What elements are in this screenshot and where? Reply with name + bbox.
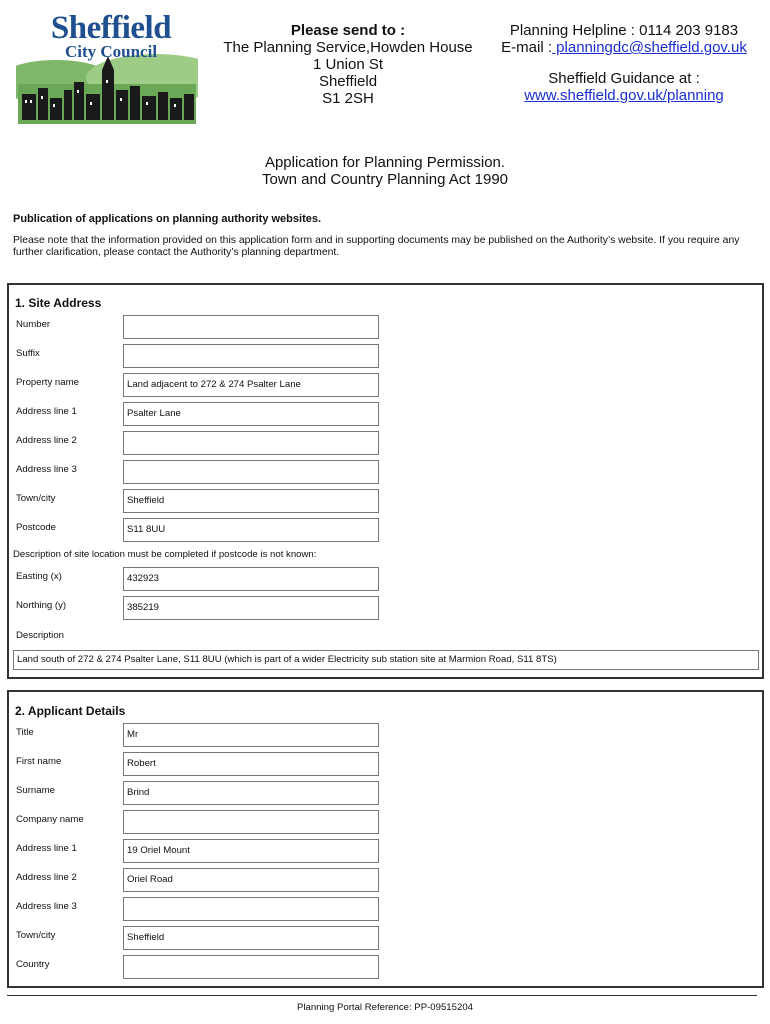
description-label: Description — [16, 630, 64, 641]
field-label: Address line 3 — [16, 901, 77, 912]
field-label: Address line 2 — [16, 435, 77, 446]
field-label: Address line 1 — [16, 406, 77, 417]
country-field[interactable] — [123, 955, 379, 979]
field-label: Title — [16, 727, 34, 738]
applicant-details-section — [7, 690, 764, 988]
address-line-2-field[interactable]: Oriel Road — [123, 868, 379, 892]
address-line-3-field[interactable] — [123, 897, 379, 921]
contact-block — [490, 22, 758, 104]
description-field[interactable]: Land south of 272 & 274 Psalter Lane, S11 8UU (which is part of a wider Electricity sub station site at Marmion Road, S11 8TS) — [13, 650, 759, 670]
portal-reference: Planning Portal Reference: PP-09515204 — [296, 1002, 473, 1013]
field-label: Postcode — [16, 522, 57, 533]
field-label: Town/city — [16, 493, 56, 504]
field-label: Address line 1 — [16, 843, 77, 854]
property-name-field[interactable]: Land adjacent to 272 & 274 Psalter Lane — [123, 373, 379, 397]
field-label: First name — [16, 756, 62, 767]
first-name-field[interactable]: Robert — [123, 752, 379, 776]
town-city-field[interactable]: Sheffield — [123, 926, 379, 950]
surname-field[interactable]: Brind — [123, 781, 379, 805]
address-line-1-field[interactable]: 19 Oriel Mount — [123, 839, 379, 863]
field-label: Surname — [16, 785, 55, 796]
application-title — [0, 154, 770, 188]
send-to-heading: Please send to : — [290, 22, 406, 39]
send-to-line: Sheffield — [318, 73, 378, 90]
field-label: Suffix — [16, 348, 40, 359]
send-to-block — [212, 22, 484, 107]
company-name-field[interactable] — [123, 810, 379, 834]
guidance-label: Sheffield Guidance at : — [548, 70, 700, 87]
field-label: Northing (y) — [16, 600, 67, 611]
email-label: E-mail : — [501, 39, 553, 56]
address-line-1-field[interactable]: Psalter Lane — [123, 402, 379, 426]
number-field[interactable] — [123, 315, 379, 339]
send-to-line: 1 Union St — [312, 56, 384, 73]
field-label: Number — [16, 319, 51, 330]
location-note: Description of site location must be completed if postcode is not known: — [13, 549, 317, 560]
field-label: Address line 3 — [16, 464, 77, 475]
helpline-text: Planning Helpline : 0114 203 9183 — [509, 22, 739, 39]
title-field[interactable]: Mr — [123, 723, 379, 747]
field-label: Company name — [16, 814, 84, 825]
email-row — [490, 39, 758, 56]
address-line-3-field[interactable] — [123, 460, 379, 484]
field-label: Easting (x) — [16, 571, 62, 582]
title-line-1: Application for Planning Permission. — [264, 154, 506, 171]
guidance-link[interactable]: www.sheffield.gov.uk/planning — [524, 87, 724, 104]
footer-divider — [7, 995, 757, 996]
site-address-section — [7, 283, 764, 679]
field-label: Town/city — [16, 930, 56, 941]
field-label: Address line 2 — [16, 872, 77, 883]
section-title: 2. Applicant Details — [15, 704, 126, 718]
field-label: Country — [16, 959, 50, 970]
town-city-field[interactable]: Sheffield — [123, 489, 379, 513]
suffix-field[interactable] — [123, 344, 379, 368]
email-link[interactable]: planningdc@sheffield.gov.uk — [552, 39, 747, 56]
field-label: Property name — [16, 377, 79, 388]
northing-field[interactable]: 385219 — [123, 596, 379, 620]
publication-heading: Publication of applications on planning authority websites. — [13, 213, 322, 225]
send-to-line: The Planning Service,Howden House — [223, 39, 473, 56]
postcode-field[interactable]: S11 8UU — [123, 518, 379, 542]
publication-text: Please note that the information provided on this application form and in supporting documents may be published on the Authority’s website. If you require any further clarification, please contact the Authority’s planning department. — [13, 235, 740, 258]
section-title: 1. Site Address — [15, 296, 102, 310]
address-line-2-field[interactable] — [123, 431, 379, 455]
easting-field[interactable]: 432923 — [123, 567, 379, 591]
send-to-line: S1 2SH — [322, 90, 374, 107]
logo-subtitle: City Council — [64, 42, 158, 61]
logo-title: Sheffield — [50, 10, 172, 46]
title-line-2: Town and Country Planning Act 1990 — [262, 171, 508, 188]
